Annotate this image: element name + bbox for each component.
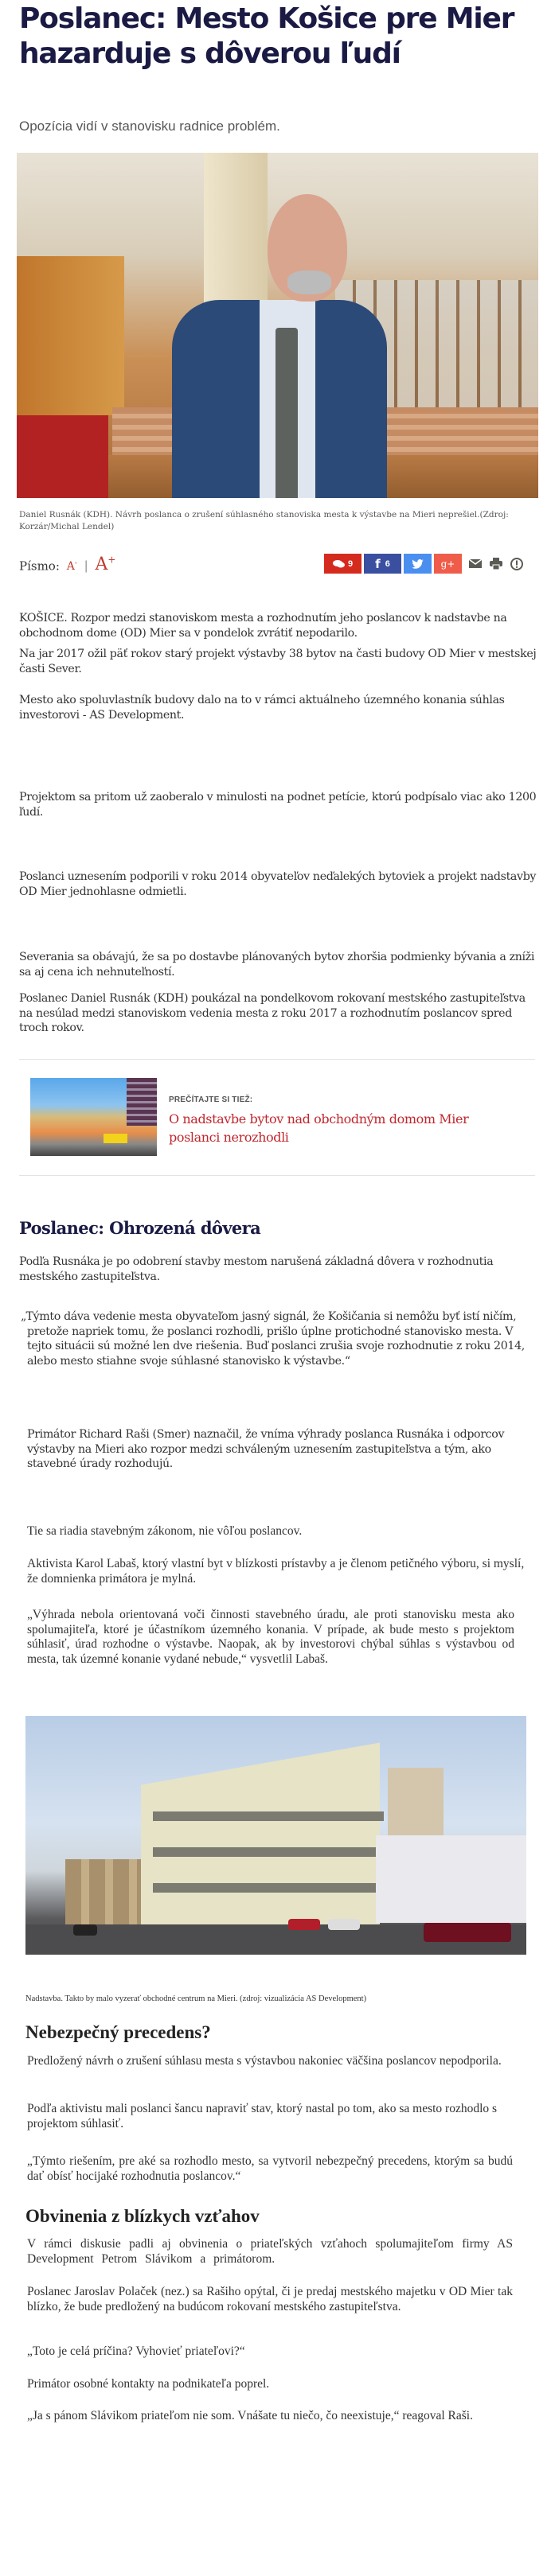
facebook-share-button[interactable] xyxy=(364,554,401,574)
quote: „Ja s pánom Slávikom priateľom nie som. Vnášate tu niečo, čo neexistuje,“ reagoval Raši. xyxy=(27,2409,473,2422)
divider xyxy=(19,1175,535,1176)
font-size-control xyxy=(19,555,115,574)
quote: „Týmto riešením, pre aké sa rozhodlo mesto, sa vytvoril nebezpečný precedens, ktorým sa budú dať obísť hocijaké rozhodnutia poslancov.“ xyxy=(27,2154,513,2183)
paragraph: Projektom sa pritom už zaoberalo v minulosti na podnet petície, ktorú podpísalo viac ako 1200 ľudí. xyxy=(19,791,537,819)
visualization-caption: Nadstavba. Takto by malo vyzerať obchodné centrum na Mieri. (zdroj: vizualizácia AS Development) xyxy=(25,1994,367,2003)
related-label: PREČÍTAJTE SI TIEŽ: xyxy=(169,1095,253,1104)
print-button[interactable] xyxy=(487,554,506,574)
report-icon xyxy=(510,558,523,570)
email-icon xyxy=(469,559,482,568)
font-size-separator: | xyxy=(84,558,88,574)
paragraph: Tie sa riadia stavebným zákonom, nie vôľou poslancov. xyxy=(27,1524,303,1538)
quote: „Toto je celá príčina? Vyhovieť priateľovi?“ xyxy=(27,2344,245,2358)
twitter-share-button[interactable] xyxy=(404,554,432,574)
article-subtitle: Opozícia vidí v stanovisku radnice problém. xyxy=(19,119,280,134)
paragraph: Mesto ako spoluvlastník budovy dalo na to v rámci aktuálneho územného konania súhlas investorovi - AS Development. xyxy=(19,694,505,722)
related-article-link[interactable]: O nadstavbe bytov nad obchodným domom Mier poslanci nerozhodli xyxy=(169,1111,469,1145)
paragraph: Poslanec Jaroslav Polaček (nez.) sa Rašiho opýtal, či je predaj mestského majetku v OD Mier tak blízko, že bude predložený na budúcom rokovaní mestského zastupiteľstva. xyxy=(27,2285,513,2313)
divider xyxy=(19,1059,535,1060)
google-plus-icon: g+ xyxy=(440,558,455,570)
paragraph: Severania sa obávajú, že sa po dostavbe plánovaných bytov zhoršia podmienky bývania a zníži sa aj cena ich nehnuteľností. xyxy=(19,951,535,979)
font-size-label: Písmo: xyxy=(19,558,60,574)
comments-count: 9 xyxy=(347,558,354,569)
quote: „Výhrada nebola orientovaná voči činnosti stavebného úradu, ale proti stanovisku mesta ako spolumajiteľa, ktoré je účastníkom územného konania. V prípade, ak bude mesto s projektom súhlasiť, úrad rozhodne o výstavbe. Naopak, ak by investorovi chýbal súhlas s výstavbou od mesta, tak územné konanie vydané nebude,“ vysvetlil Labaš. xyxy=(27,1608,514,1666)
quote: „Týmto dáva vedenie mesta obyvateľom jasný signál, že Košičania si nemôžu byť istí ničím, pretože napriek tomu, že poslanci rozhodli, prišlo úplne protichodné stanovisko mesta. V tejto situácii sú možné len dve riešenia. Buď poslanci zrušia svoje rozhodnutie z roku 2014, alebo mesto stiahne svoje súhlasné stanovisko k výstavbe.“ xyxy=(21,1310,525,1368)
report-button[interactable] xyxy=(507,554,526,574)
google-plus-share-button[interactable] xyxy=(434,554,462,574)
paragraph: Primátor osobné kontakty na podnikateľa poprel. xyxy=(27,2377,270,2391)
comments-button[interactable] xyxy=(324,554,361,574)
article-title: Poslanec: Mesto Košice pre Mier hazarduje s dôverou ľudí xyxy=(19,2,514,70)
paragraph: Poslanec Daniel Rusnák (KDH) poukázal na pondelkovom rokovaní mestského zastupiteľstva na nesúlad medzi stanoviskom vedenia mesta z roku 2017 a rozhodnutím poslancov spred troch rokov. xyxy=(19,992,526,1034)
section-heading: Nebezpečný precedens? xyxy=(25,2022,211,2042)
font-decrease-button[interactable]: A- xyxy=(66,559,77,574)
related-article-thumbnail[interactable] xyxy=(30,1078,157,1156)
paragraph: Podľa aktivistu mali poslanci šancu napraviť stav, ktorý nastal po tom, ako sa mesto rozhodlo s projektom súhlasiť. xyxy=(27,2102,498,2130)
paragraph: Na jar 2017 ožil päť rokov starý projekt výstavby 38 bytov na časti budovy OD Mier v mestskej časti Sever. xyxy=(19,648,537,675)
section-heading: Poslanec: Ohrozená dôvera xyxy=(19,1218,261,1238)
paragraph: KOŠICE. Rozpor medzi stanoviskom mesta a rozhodnutím jeho poslancov k nadstavbe na obchodnom dome (OD) Mier sa v pondelok zvrátiť nepodarilo. xyxy=(19,612,507,640)
visualization-photo[interactable] xyxy=(25,1716,526,1955)
facebook-count: 6 xyxy=(385,558,390,569)
comments-icon xyxy=(333,559,345,569)
paragraph: Aktivista Karol Labaš, ktorý vlastní byt v blízkosti prístavby a je členom petičného výboru, si myslí, že domnienka primátora je mylná. xyxy=(27,1557,525,1586)
email-button[interactable] xyxy=(466,554,485,574)
paragraph: Podľa Rusnáka je po odobrení stavby mestom narušená základná dôvera v rozhodnutia mestského zastupiteľstva. xyxy=(19,1255,494,1283)
facebook-icon: f xyxy=(375,556,381,571)
twitter-icon xyxy=(412,559,424,569)
paragraph: Predložený návrh o zrušení súhlasu mesta s výstavbou nakoniec väčšina poslancov nepodporila. xyxy=(27,2054,502,2068)
section-heading: Obvinenia z blízkych vzťahov xyxy=(25,2206,260,2226)
paragraph: Primátor Richard Raši (Smer) naznačil, že vníma výhrady poslanca Rusnáka i odporcov výstavby na Mieri ako rozpor medzi schváleným uznesením zastupiteľstva a tým, ako stavebné úrady rozhodujú. xyxy=(27,1428,505,1470)
print-icon xyxy=(490,558,502,570)
lead-photo[interactable] xyxy=(17,153,538,498)
paragraph: Poslanci uznesením podporili v roku 2014 obyvateľov neďalekých bytoviek a projekt nadstavby OD Mier jednohlasne odmietli. xyxy=(19,870,537,898)
paragraph: V rámci diskusie padli aj obvinenia o priateľských vzťahoch spolumajiteľom firmy AS Development Petrom Slávikom a primátorom. xyxy=(27,2237,513,2266)
font-increase-button[interactable]: A+ xyxy=(95,555,116,575)
lead-photo-caption: Daniel Rusnák (KDH). Návrh poslanca o zrušení súhlasného stanoviska mesta k výstavbe na Mieri neprešiel.(Zdroj: Korzár/Michal Lendel) xyxy=(19,510,509,531)
share-toolbar xyxy=(324,554,526,574)
